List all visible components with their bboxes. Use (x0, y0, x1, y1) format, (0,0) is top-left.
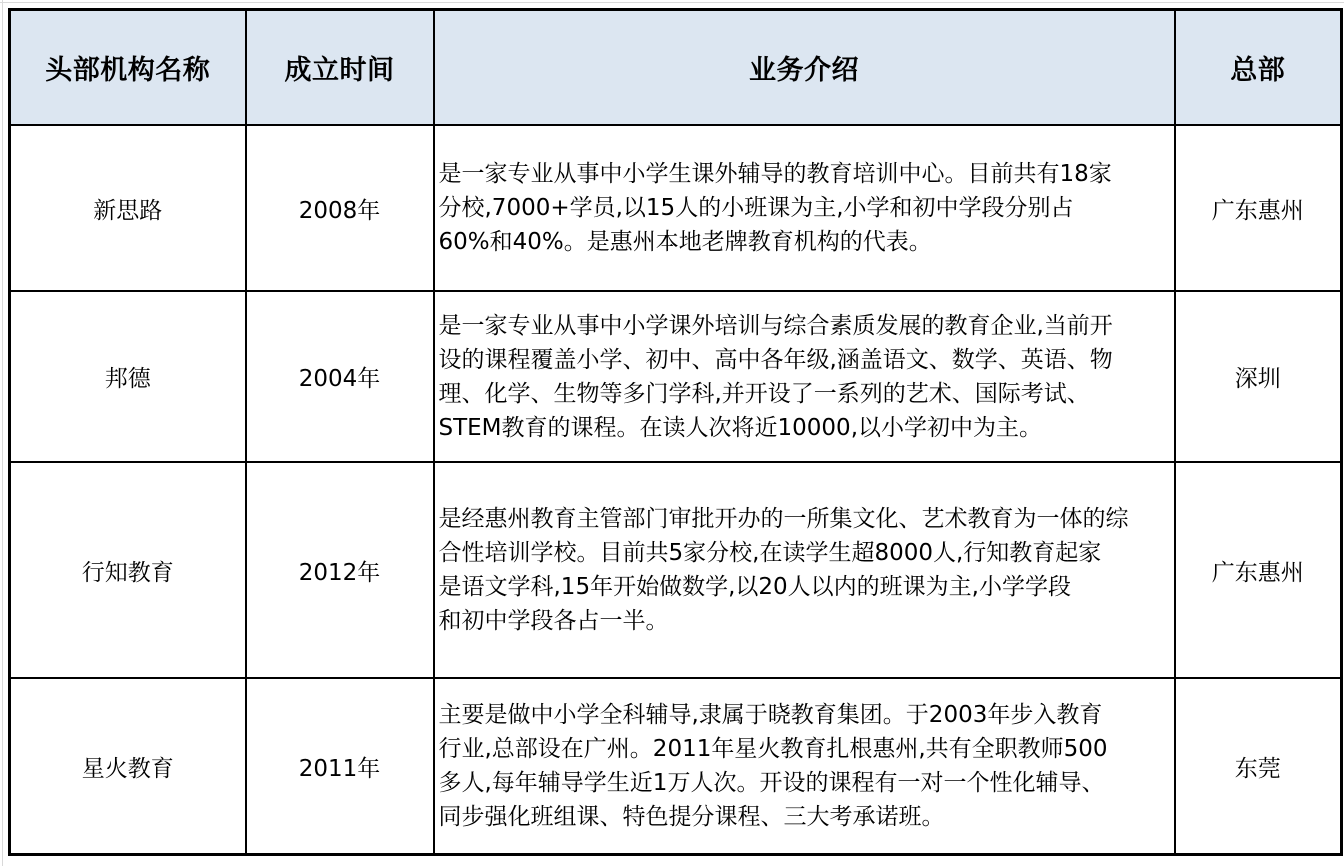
table-row (10, 291, 1342, 462)
header-name[interactable]: 头部机构名称 (10, 10, 246, 126)
intro-line: 是语文学科,15年开始做数学,以20人以内的班课为主,小学学段 (438, 574, 1071, 600)
header-row (10, 10, 1342, 126)
intro-line: 理、化学、生物等多门学科,并开设了一系列的艺术、国际考试、 (438, 380, 1090, 407)
cell-hq[interactable]: 东莞 (1175, 678, 1342, 855)
cell-intro[interactable] (434, 462, 1175, 678)
header-hq[interactable]: 总部 (1175, 10, 1342, 126)
institution-table (8, 8, 1343, 856)
cell-hq[interactable]: 广东惠州 (1175, 462, 1342, 678)
table-row (10, 678, 1342, 855)
intro-line: 行业,总部设在广州。2011年星火教育扎根惠州,共有全职教师500 (438, 736, 1108, 762)
cell-founded[interactable]: 2008年 (246, 125, 434, 291)
intro-line: 60%和40%。是惠州本地老牌教育机构的代表。 (438, 229, 932, 255)
cell-name[interactable]: 新思路 (10, 125, 246, 291)
intro-line: 合性培训学校。目前共5家分校,在读学生超8000人,行知教育起家 (438, 540, 1102, 566)
intro-line: 主要是做中小学全科辅导,隶属于晓教育集团。于2003年步入教育 (438, 702, 1103, 728)
cell-intro[interactable] (434, 291, 1175, 462)
intro-line: 是一家专业从事中小学课外培训与综合素质发展的教育企业,当前开 (438, 312, 1113, 339)
header-founded[interactable]: 成立时间 (246, 10, 434, 126)
grid-line (0, 2, 1344, 3)
cell-founded[interactable]: 2004年 (246, 291, 434, 462)
cell-founded[interactable]: 2012年 (246, 462, 434, 678)
intro-line: 是经惠州教育主管部门审批开办的一所集文化、艺术教育为一体的综 (438, 506, 1129, 532)
intro-line: 分校,7000+学员,以15人的小班课为主,小学和初中学段分别占 (438, 195, 1074, 221)
intro-line: 和初中学段各占一半。 (438, 608, 669, 634)
cell-hq[interactable]: 广东惠州 (1175, 125, 1342, 291)
cell-hq[interactable]: 深圳 (1175, 291, 1342, 462)
table-row (10, 125, 1342, 291)
intro-line: 同步强化班组课、特色提分课程、三大考承诺班。 (438, 804, 945, 830)
header-intro[interactable]: 业务介绍 (434, 10, 1175, 126)
grid-line (2, 0, 3, 866)
table-row (10, 462, 1342, 678)
intro-line: STEM教育的课程。在读人次将近10000,以小学初中为主。 (438, 414, 1043, 441)
cell-intro[interactable] (434, 678, 1175, 855)
cell-name[interactable]: 星火教育 (10, 678, 246, 855)
cell-intro[interactable] (434, 125, 1175, 291)
cell-name[interactable]: 行知教育 (10, 462, 246, 678)
intro-line: 多人,每年辅导学生近1万人次。开设的课程有一对一个性化辅导、 (438, 770, 1105, 796)
cell-founded[interactable]: 2011年 (246, 678, 434, 855)
intro-line: 设的课程覆盖小学、初中、高中各年级,涵盖语文、数学、英语、物 (438, 346, 1113, 373)
intro-line: 是一家专业从事中小学生课外辅导的教育培训中心。目前共有18家 (438, 161, 1112, 187)
cell-name[interactable]: 邦德 (10, 291, 246, 462)
